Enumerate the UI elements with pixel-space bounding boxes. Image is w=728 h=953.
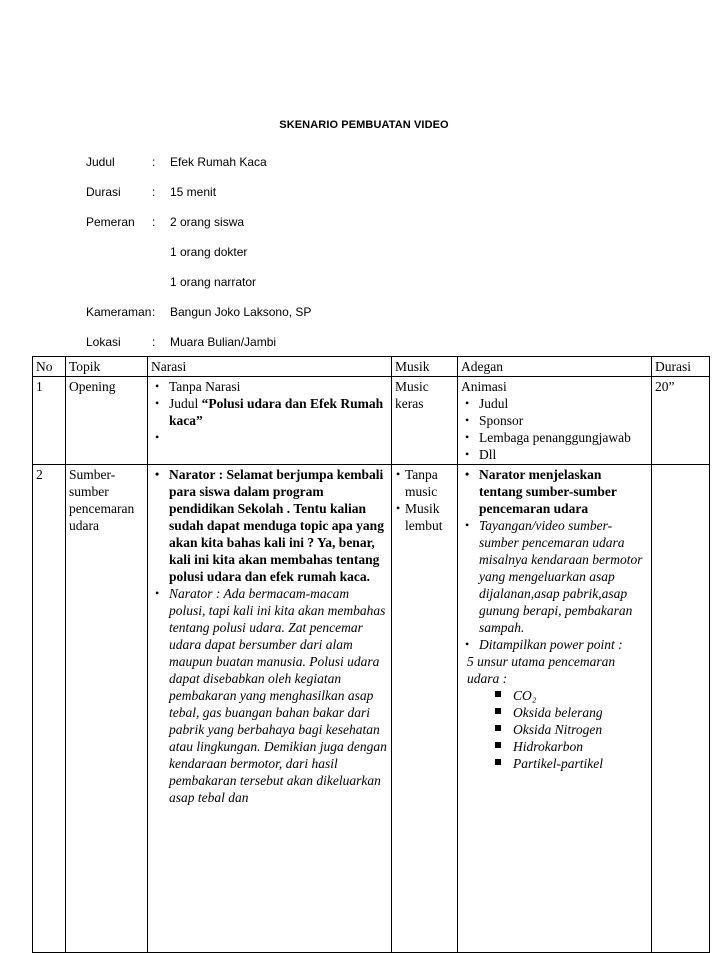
- cell-musik: [392, 465, 458, 953]
- square-bullet-icon: [495, 725, 501, 731]
- list-item: [155, 429, 388, 446]
- meta-value: Bangun Joko Laksono, SP: [170, 305, 312, 319]
- header-narasi: Narasi: [148, 357, 392, 377]
- meta-value: 1 orang dokter: [170, 245, 248, 259]
- cell-musik: Music keras: [392, 377, 458, 465]
- cell-durasi: [652, 465, 710, 953]
- bullet-icon: •: [465, 467, 470, 481]
- list-item: [155, 395, 388, 429]
- narasi-title: “Polusi udara dan Efek Rumah kaca”: [169, 396, 384, 428]
- table-row: [33, 377, 710, 465]
- meta-colon: :: [152, 155, 156, 169]
- narasi-prefix: Judul: [169, 396, 202, 411]
- musik-text: Tanpa music: [405, 467, 438, 499]
- meta-key: Kameraman: [86, 305, 152, 319]
- adegan-text: Ditampilkan power point :: [479, 637, 623, 652]
- list-item: [513, 687, 648, 704]
- cell-no: 1: [33, 377, 66, 465]
- meta-row-judul: [86, 147, 311, 177]
- adegan-item: Sponsor: [479, 413, 524, 428]
- meta-value: Efek Rumah Kaca: [170, 155, 267, 169]
- meta-row-pemeran: [86, 207, 311, 237]
- meta-row-pemeran-2: [86, 237, 311, 267]
- list-item: [465, 412, 648, 429]
- square-bullet-icon: [495, 759, 501, 765]
- meta-colon: :: [152, 305, 156, 319]
- list-item: [465, 466, 648, 517]
- meta-key: Lokasi: [86, 335, 121, 349]
- list-item: [513, 704, 648, 721]
- list-item: [513, 721, 648, 738]
- table-header-row: [33, 357, 710, 377]
- bullet-icon: •: [396, 501, 401, 515]
- cell-narasi: [148, 465, 392, 953]
- narasi-text: Narator : Selamat berjumpa kembali para siswa dalam program pendidikan Sekolah . Tentu kalian sudah dapat menduga topic apa yang akan kita bahas kali ini ? Ya, benar, kali ini kita akan membahas tentang polusi udara dan efek rumah kaca.: [169, 467, 384, 584]
- square-bullet-icon: [495, 691, 501, 697]
- bullet-icon: •: [155, 586, 160, 600]
- list-item: [155, 378, 388, 395]
- list-item: [465, 517, 648, 636]
- meta-key: Judul: [86, 155, 115, 169]
- meta-row-pemeran-3: [86, 267, 311, 297]
- meta-key: Durasi: [86, 185, 121, 199]
- adegan-title: Animasi: [461, 379, 507, 394]
- cell-durasi: 20”: [652, 377, 710, 465]
- cell-narasi: [148, 377, 392, 465]
- bullet-icon: •: [396, 467, 401, 481]
- scenario-metadata: [86, 147, 311, 357]
- bullet-icon: •: [155, 379, 160, 393]
- meta-colon: :: [152, 215, 156, 229]
- list-item: [465, 395, 648, 412]
- narasi-text: Narator : Ada bermacam-macam polusi, tapi kali ini kita akan membahas tentang polusi udara. Zat pencemar udara dapat bersumber dari alam maupun buatan manusia. Polusi udara dapat disebabkan oleh kegiatan pembakaran yang menghasilkan asap tebal, gas buangan bahan bakar dari pabrik yang berbahaya bagi kesehatan atau lingkungan. Demikian juga dengan kendaraan bermotor, dari hasil pembakaran tersebut akan dikeluarkan asap tebal dan: [169, 586, 387, 805]
- list-item: [465, 446, 648, 463]
- cell-no: 2: [33, 465, 66, 953]
- cell-topik: Sumber-sumber pencemaran udara: [66, 465, 148, 953]
- list-item: [513, 755, 648, 772]
- narasi-text: Tanpa Narasi: [169, 379, 241, 394]
- pollutant-item: CO₂: [513, 688, 537, 703]
- cell-adegan: [458, 377, 652, 465]
- bullet-icon: •: [465, 430, 470, 444]
- bullet-icon: •: [155, 467, 160, 481]
- scenario-table: [32, 356, 710, 953]
- meta-value: 2 orang siswa: [170, 215, 245, 229]
- list-item: [396, 500, 454, 534]
- bullet-icon: •: [465, 518, 470, 532]
- header-no: No: [33, 357, 66, 377]
- bullet-icon: •: [465, 413, 470, 427]
- list-item: [513, 738, 648, 755]
- table-row: [33, 465, 710, 953]
- meta-row-kameraman: [86, 297, 311, 327]
- square-bullet-icon: [495, 742, 501, 748]
- cell-topik: Opening: [66, 377, 148, 465]
- square-bullet-icon: [495, 708, 501, 714]
- list-item: [155, 585, 388, 806]
- header-adegan: Adegan: [458, 357, 652, 377]
- adegan-power-sub: 5 unsur utama pencemaran udara :: [467, 654, 616, 686]
- meta-row-lokasi: [86, 327, 311, 357]
- header-durasi: Durasi: [652, 357, 710, 377]
- meta-key: Pemeran: [86, 215, 135, 229]
- cell-adegan: [458, 465, 652, 953]
- pollutant-item: Oksida belerang: [513, 705, 603, 720]
- meta-colon: :: [152, 185, 156, 199]
- meta-colon: :: [152, 335, 156, 349]
- meta-value: Muara Bulian/Jambi: [170, 335, 277, 349]
- bullet-icon: •: [155, 430, 160, 444]
- pollutant-item: Oksida Nitrogen: [513, 722, 603, 737]
- bullet-icon: •: [465, 637, 470, 651]
- bullet-icon: •: [155, 396, 160, 410]
- list-item: [396, 466, 454, 500]
- meta-value: 1 orang narrator: [170, 275, 257, 289]
- adegan-text: Tayangan/video sumber-sumber pencemaran udara misalnya kendaraan bermotor yang mengeluarkan asap dijalanan,asap pabrik,asap gunung berapi, pembakaran sampah.: [479, 518, 643, 635]
- musik-text: Musik lembut: [405, 501, 443, 533]
- header-musik: Musik: [392, 357, 458, 377]
- adegan-item: Lembaga penanggungjawab: [479, 430, 631, 445]
- list-item: [465, 636, 648, 653]
- adegan-item: Judul: [479, 396, 509, 411]
- adegan-item: Dll: [479, 447, 497, 462]
- bullet-icon: •: [465, 447, 470, 461]
- meta-value: 15 menit: [170, 185, 217, 199]
- pollutant-item: Partikel-partikel: [513, 756, 603, 771]
- page-title: SKENARIO PEMBUATAN VIDEO: [279, 119, 449, 131]
- pollutant-item: Hidrokarbon: [513, 739, 583, 754]
- list-item: [155, 466, 388, 585]
- adegan-text: Narator menjelaskan tentang sumber-sumber pencemaran udara: [479, 467, 617, 516]
- meta-row-durasi: [86, 177, 311, 207]
- bullet-icon: •: [465, 396, 470, 410]
- header-topik: Topik: [66, 357, 148, 377]
- list-item: [465, 429, 648, 446]
